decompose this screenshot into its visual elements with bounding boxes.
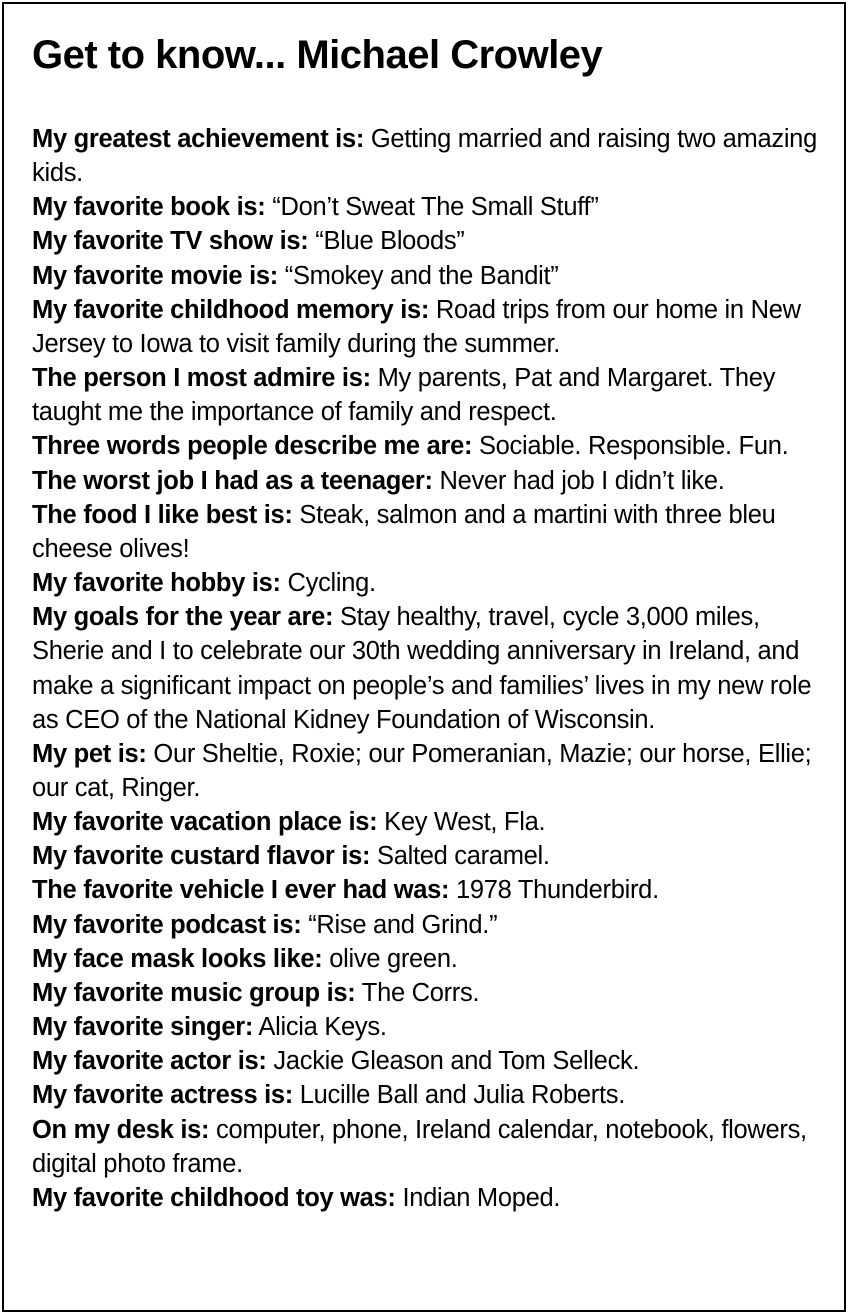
page-title: Get to know... Michael Crowley — [32, 33, 603, 77]
answer: Never had job I didn’t like. — [439, 466, 725, 495]
qa-item — [32, 873, 832, 907]
question: My favorite childhood toy was: — [32, 1183, 396, 1212]
question: My favorite childhood memory is: — [32, 295, 430, 324]
answer: Getting married and raising two amazing kids. — [32, 125, 817, 188]
question: The person I most admire is: — [32, 364, 371, 393]
answer: Steak, salmon and a martini with three bleu cheese olives! — [32, 500, 776, 563]
qa-item — [32, 1113, 832, 1181]
qa-item — [32, 908, 832, 942]
question: The food I like best is: — [32, 500, 293, 529]
answer: Road trips from our home in New Jersey to Iowa to visit family during the summer. — [32, 295, 801, 358]
answer: Cycling. — [287, 569, 376, 598]
answer: Salted caramel. — [377, 842, 550, 871]
answer: Stay healthy, travel, cycle 3,000 miles, Sherie and I to celebrate our 30th wedding anniversary in Ireland, and make a significant impact on people’s and families’ lives in my new role as CEO of the National Kidney Foundation of Wisconsin. — [32, 603, 812, 734]
question: On my desk is: — [32, 1115, 210, 1144]
qa-item — [32, 361, 832, 429]
answer: olive green. — [329, 944, 458, 973]
qa-item — [32, 498, 832, 566]
question: My favorite book is: — [32, 193, 266, 222]
question: The favorite vehicle I ever had was: — [32, 876, 450, 905]
qa-item — [32, 805, 832, 839]
answer: “Smokey and the Bandit” — [284, 261, 559, 290]
qa-item — [32, 293, 832, 361]
qa-item — [32, 1078, 832, 1112]
qa-item — [32, 839, 832, 873]
qa-item — [32, 190, 832, 224]
answer: Alicia Keys. — [258, 1013, 387, 1042]
qa-item — [32, 224, 832, 258]
question: My favorite custard flavor is: — [32, 842, 371, 871]
question: Three words people describe me are: — [32, 432, 473, 461]
question: My favorite singer: — [32, 1013, 254, 1042]
qa-item — [32, 429, 832, 463]
qa-item — [32, 122, 832, 190]
qa-item — [32, 976, 832, 1010]
question: My favorite podcast is: — [32, 910, 302, 939]
qa-item — [32, 1010, 832, 1044]
question: My greatest achievement is: — [32, 125, 365, 153]
answer: 1978 Thunderbird. — [456, 876, 659, 905]
qa-item — [32, 464, 832, 498]
answer: Lucille Ball and Julia Roberts. — [299, 1081, 625, 1110]
answer: Our Sheltie, Roxie; our Pomeranian, Mazie; our horse, Ellie; our cat, Ringer. — [32, 739, 812, 802]
question: My pet is: — [32, 739, 147, 768]
question: My favorite actor is: — [32, 1047, 267, 1076]
question: My favorite hobby is: — [32, 569, 281, 598]
qa-item — [32, 259, 832, 293]
answer: Jackie Gleason and Tom Selleck. — [273, 1047, 640, 1076]
answer: My parents, Pat and Margaret. They taught me the importance of family and respect. — [32, 364, 776, 427]
qa-item — [32, 1181, 832, 1215]
article-box — [2, 2, 846, 1312]
question: My face mask looks like: — [32, 944, 323, 973]
qa-item — [32, 737, 832, 805]
answer: computer, phone, Ireland calendar, notebook, flowers, digital photo frame. — [32, 1115, 807, 1178]
question: My favorite actress is: — [32, 1081, 293, 1110]
qa-item — [32, 566, 832, 600]
question: My favorite movie is: — [32, 261, 278, 290]
answer: Indian Moped. — [402, 1183, 561, 1212]
answer: The Corrs. — [361, 978, 480, 1007]
question: My goals for the year are: — [32, 603, 334, 632]
question: My favorite vacation place is: — [32, 808, 378, 837]
answer: Sociable. Responsible. Fun. — [478, 432, 789, 461]
question: My favorite music group is: — [32, 978, 356, 1007]
answer: “Rise and Grind.” — [308, 910, 498, 939]
qa-item — [32, 600, 832, 737]
question: The worst job I had as a teenager: — [32, 466, 433, 495]
qa-item — [32, 1044, 832, 1078]
question: My favorite TV show is: — [32, 227, 309, 256]
answer: “Blue Bloods” — [315, 227, 465, 256]
answer: “Don’t Sweat The Small Stuff” — [272, 193, 599, 222]
qa-item — [32, 942, 832, 976]
answer: Key West, Fla. — [384, 808, 546, 837]
qa-list — [32, 122, 832, 1215]
